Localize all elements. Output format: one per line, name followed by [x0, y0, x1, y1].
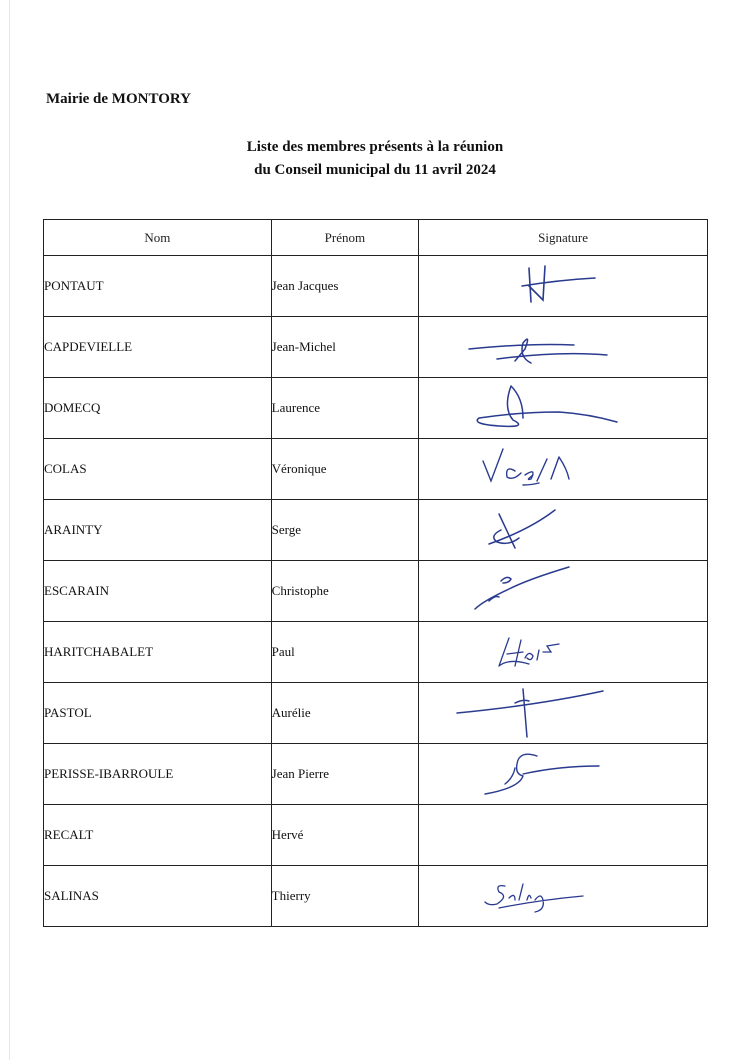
table-row [44, 500, 708, 561]
handwritten-signature [419, 317, 706, 377]
member-last-name: ESCARAIN [44, 561, 272, 622]
member-last-name: CAPDEVIELLE [44, 317, 272, 378]
column-header-prenom: Prénom [271, 220, 418, 256]
handwritten-signature [419, 683, 706, 743]
member-last-name: DOMECQ [44, 378, 272, 439]
handwritten-signature [419, 439, 706, 499]
table-header-row [44, 220, 708, 256]
signature-cell [419, 317, 708, 378]
signature-cell [419, 500, 708, 561]
table-row [44, 561, 708, 622]
attendance-table [43, 219, 708, 927]
table-row [44, 744, 708, 805]
column-header-nom: Nom [44, 220, 272, 256]
handwritten-signature [419, 256, 706, 316]
signature-cell [419, 561, 708, 622]
signature-cell [419, 683, 708, 744]
member-first-name: Jean Pierre [271, 744, 418, 805]
member-last-name: ARAINTY [44, 500, 272, 561]
member-last-name: PONTAUT [44, 256, 272, 317]
signature-cell [419, 378, 708, 439]
member-last-name: HARITCHABALET [44, 622, 272, 683]
member-last-name: PERISSE-IBARROULE [44, 744, 272, 805]
member-first-name: Thierry [271, 866, 418, 927]
document-title [0, 136, 750, 182]
table-row [44, 805, 708, 866]
member-first-name: Christophe [271, 561, 418, 622]
table-row [44, 256, 708, 317]
signature-cell [419, 256, 708, 317]
title-line-1: Liste des membres présents à la réunion [246, 139, 504, 155]
signature-cell [419, 439, 708, 500]
signature-cell [419, 805, 708, 866]
signature-cell [419, 744, 708, 805]
organization-name: Mairie de MONTORY [46, 91, 192, 107]
handwritten-signature [419, 866, 706, 926]
table-row [44, 378, 708, 439]
member-first-name: Véronique [271, 439, 418, 500]
handwritten-signature [419, 744, 706, 804]
member-first-name: Jean-Michel [271, 317, 418, 378]
signature-cell [419, 622, 708, 683]
column-header-signature: Signature [419, 220, 708, 256]
handwritten-signature [419, 561, 706, 621]
member-first-name: Laurence [271, 378, 418, 439]
member-last-name: COLAS [44, 439, 272, 500]
table-row [44, 683, 708, 744]
member-last-name: RECALT [44, 805, 272, 866]
member-last-name: PASTOL [44, 683, 272, 744]
handwritten-signature [419, 378, 706, 438]
member-first-name: Serge [271, 500, 418, 561]
member-last-name: SALINAS [44, 866, 272, 927]
title-line-2: du Conseil municipal du 11 avril 2024 [254, 162, 496, 178]
table-row [44, 866, 708, 927]
handwritten-signature [419, 500, 706, 560]
member-first-name: Aurélie [271, 683, 418, 744]
table-row [44, 439, 708, 500]
member-first-name: Hervé [271, 805, 418, 866]
member-first-name: Jean Jacques [271, 256, 418, 317]
table-row [44, 317, 708, 378]
table-row [44, 622, 708, 683]
member-first-name: Paul [271, 622, 418, 683]
signature-cell [419, 866, 708, 927]
handwritten-signature [419, 622, 706, 682]
